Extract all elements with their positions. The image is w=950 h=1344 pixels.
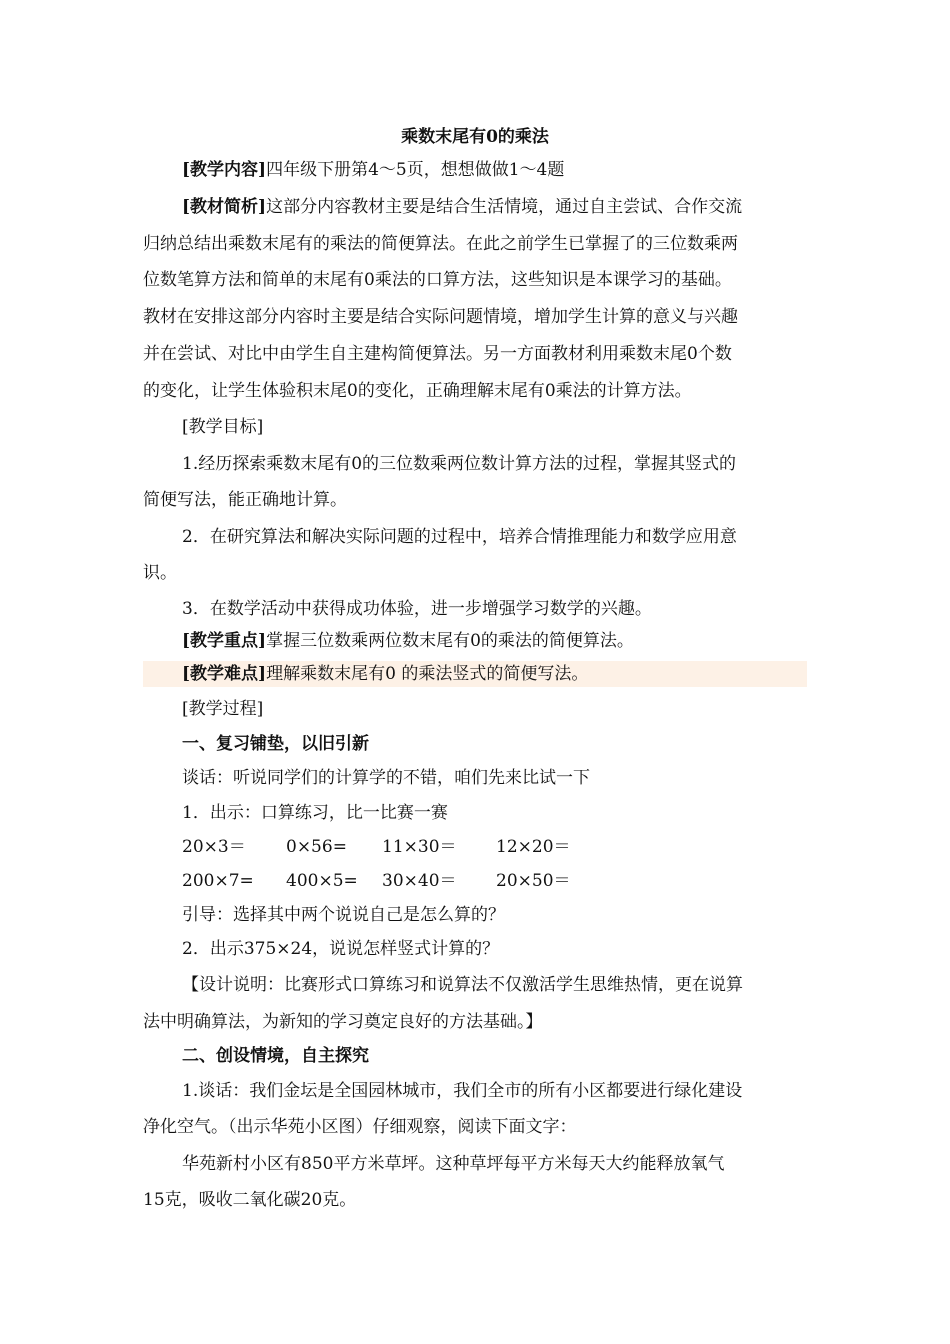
guide-text: 引导：选择其中两个说说自己是怎么算的？: [182, 905, 505, 925]
item-text: 1．出示：口算练习，比一比赛一赛: [182, 803, 448, 823]
analysis-line: 教材在安排这部分内容时主要是结合实际问题情境，增加学生计算的意义与兴趣: [143, 307, 738, 327]
key-point-label: [教学重点]: [182, 631, 267, 651]
difficult-point-paragraph: [182, 662, 588, 686]
calc-expression: 11×30＝: [382, 837, 457, 857]
content-label: [教学内容]: [182, 160, 267, 180]
goal-line: 3．在数学活动中获得成功体验，进一步增强学习数学的兴趣。: [182, 599, 652, 619]
analysis-label: [教材简析]: [182, 197, 267, 217]
section-heading: 二、创设情境，自主探究: [182, 1046, 369, 1066]
calc-expression: 20×3＝: [182, 837, 246, 857]
content-text: 四年级下册第4～5页，想想做做1～4题: [266, 160, 565, 180]
difficult-point-label: [教学难点]: [182, 664, 267, 684]
talk-line: 1.谈话：我们金坛是全国园林城市，我们全市的所有小区都要进行绿化建设: [182, 1081, 743, 1101]
process-label: [教学过程]: [182, 699, 264, 719]
analysis-line: 这部分内容教材主要是结合生活情境，通过自主尝试、合作交流: [266, 197, 743, 217]
story-line: 15克，吸收二氧化碳20克。: [143, 1190, 357, 1210]
page-title: 乘数末尾有0的乘法: [401, 127, 549, 147]
goal-line: 识。: [143, 563, 177, 583]
analysis-line: 位数笔算方法和简单的末尾有0乘法的口算方法，这些知识是本课学习的基础。: [143, 270, 732, 290]
item-text: 2．出示375×24，说说怎样竖式计算的？: [182, 939, 500, 959]
calc-expression: 0×56=: [286, 837, 347, 857]
story-line: 华苑新村小区有850平方米草坪。这种草坪每平方米每天大约能释放氧气: [182, 1154, 725, 1174]
calc-expression: 200×7=: [182, 871, 254, 891]
design-note-line: 【设计说明：比赛形式口算练习和说算法不仅激活学生思维热情，更在说算: [182, 975, 743, 995]
calc-expression: 30×40＝: [382, 871, 457, 891]
analysis-line: 的变化，让学生体验积末尾0的变化，正确理解末尾有0乘法的计算方法。: [143, 381, 692, 401]
calc-expression: 20×50＝: [496, 871, 571, 891]
analysis-first-line: [182, 195, 742, 219]
goals-label: [教学目标]: [182, 417, 264, 437]
section-heading: 一、复习铺垫，以旧引新: [182, 734, 369, 754]
design-note-line: 法中明确算法，为新知的学习奠定良好的方法基础。】: [143, 1012, 543, 1032]
goal-line: 简便写法，能正确地计算。: [143, 490, 347, 510]
calc-expression: 400×5=: [286, 871, 358, 891]
content-paragraph: [182, 158, 564, 182]
analysis-line: 并在尝试、对比中由学生自主建构简便算法。另一方面教材利用乘数末尾0个数: [143, 344, 732, 364]
goal-line: 2．在研究算法和解决实际问题的过程中，培养合情推理能力和数学应用意: [182, 527, 737, 547]
talk-text: 谈话：听说同学们的计算学的不错，咱们先来比试一下: [182, 768, 590, 788]
talk-line: 净化空气。（出示华苑小区图）仔细观察，阅读下面文字：: [143, 1117, 577, 1137]
goal-line: 1.经历探索乘数末尾有0的三位数乘两位数计算方法的过程，掌握其竖式的: [182, 454, 737, 474]
calc-expression: 12×20＝: [496, 837, 571, 857]
analysis-line: 归纳总结出乘数末尾有的乘法的简便算法。在此之前学生已掌握了的三位数乘两: [143, 234, 738, 254]
key-point-text: 掌握三位数乘两位数末尾有0的乘法的简便算法。: [266, 631, 634, 651]
difficult-point-text: 理解乘数末尾有0 的乘法竖式的简便写法。: [266, 664, 589, 684]
key-point-paragraph: [182, 629, 634, 653]
